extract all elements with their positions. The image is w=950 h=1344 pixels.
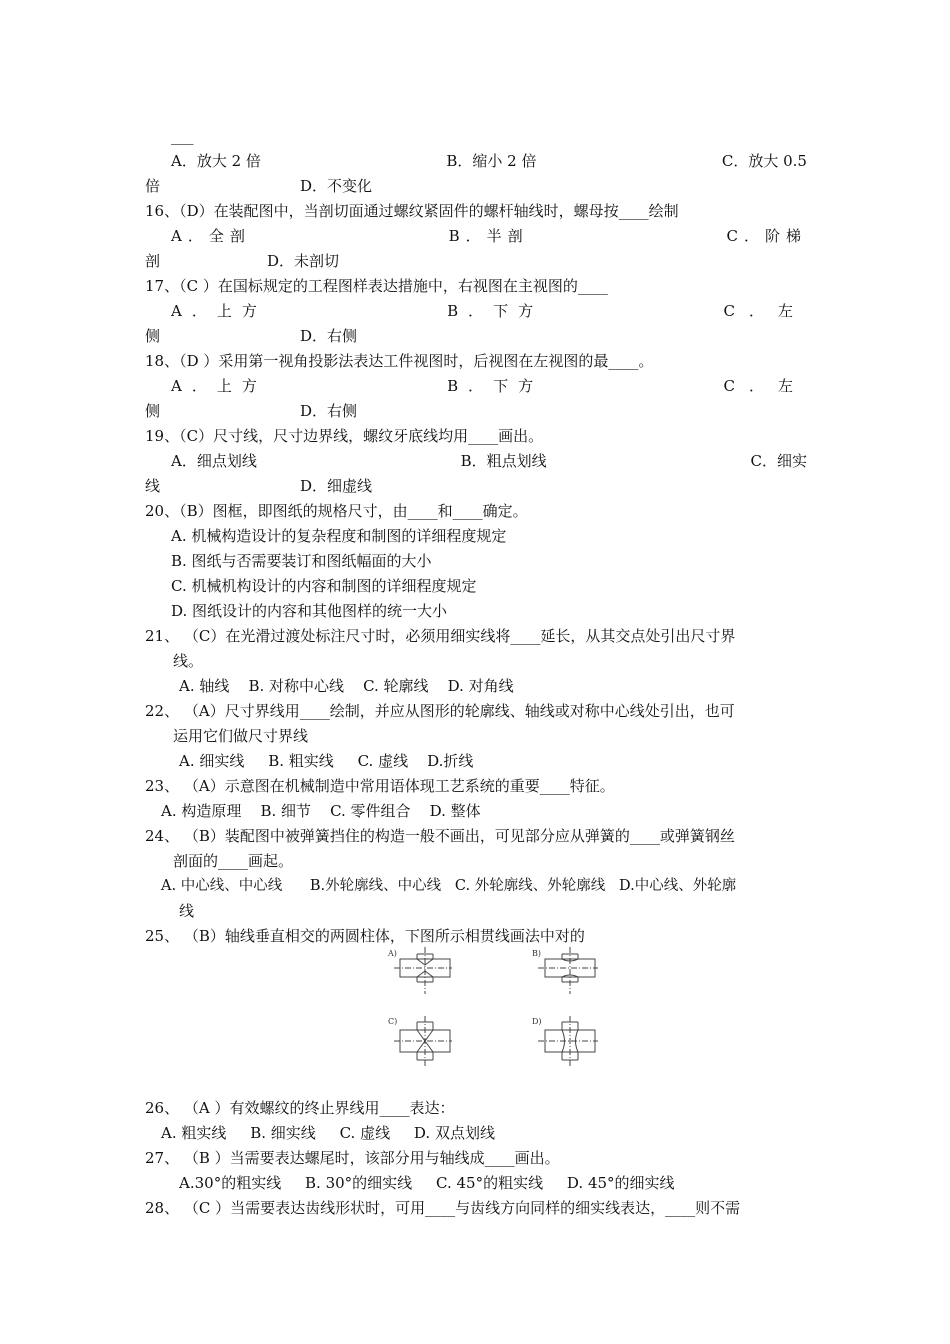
question-16: 16、（D）在装配图中，当剖切面通过螺纹紧固件的螺杆轴线时，螺母按____绘制 (145, 202, 679, 220)
question-18: 18、（D ）采用第一视角投影法表达工件视图时，后视图在左视图的最____。 (145, 352, 654, 370)
option-b: B．粗点划线 (460, 452, 547, 470)
question-20: 20、（B）图框，即图纸的规格尺寸，由____和____确定。 (145, 502, 528, 520)
options-24: A. 中心线、中心线 B.外轮廓线、中心线 C. 外轮廓线、外轮廓线 D.中心线、外轮廓 (161, 878, 737, 894)
question-24-wrap: 剖面的____画起。 (173, 852, 294, 870)
option-c-wrap: 剖 (145, 252, 161, 270)
option-a: A. 机械构造设计的复杂程度和制图的详细程度规定 (171, 527, 507, 545)
option-row (145, 374, 807, 399)
option-a: A．上方 (171, 302, 267, 320)
question-26: 26、 （A ）有效螺纹的终止界线用____表达： (145, 1099, 455, 1117)
option-a: A．上方 (171, 377, 267, 395)
question-22-wrap: 运用它们做尺寸界线 (173, 727, 309, 745)
options-27: A.30°的粗实线 B. 30°的细实线 C. 45°的粗实线 D. 45°的细实线 (179, 1174, 675, 1192)
figure-label-d: D) (532, 1017, 542, 1026)
option-a: A．全剖 (171, 227, 251, 245)
blank-line: ___ (171, 127, 194, 145)
option-c: C．左 (723, 377, 807, 395)
figure-option-a (394, 947, 452, 994)
option-row-wrap (145, 174, 807, 199)
option-b: B．半剖 (448, 227, 529, 245)
option-row-wrap (145, 474, 807, 499)
option-row-wrap (145, 399, 807, 424)
options-23: A. 构造原理 B. 细节 C. 零件组合 D. 整体 (161, 802, 481, 820)
figure-option-d (538, 1016, 598, 1066)
option-d: D．不变化 (300, 177, 373, 195)
question-21: 21、 （C）在光滑过渡处标注尺寸时，必须用细实线将____延长，从其交点处引出尺寸界 (145, 627, 736, 645)
figure-option-c (394, 1016, 452, 1066)
option-d: D．右侧 (300, 327, 358, 345)
options-22: A. 细实线 B. 粗实线 C. 虚线 D.折线 (179, 752, 474, 770)
option-b: B. 图纸与否需要装订和图纸幅面的大小 (171, 552, 432, 570)
intersection-diagram (380, 944, 620, 1074)
option-row-wrap (145, 324, 807, 349)
figure-label-a: A) (388, 949, 397, 958)
question-25: 25、 （B）轴线垂直相交的两圆柱体，下图所示相贯线画法中对的 (145, 927, 585, 945)
question-24: 24、 （B）装配图中被弹簧挡住的构造一般不画出，可见部分应从弹簧的____或弹簧钢丝 (145, 827, 735, 845)
option-d: D．右侧 (300, 402, 358, 420)
option-c-wrap: 侧 (145, 327, 161, 345)
options-26: A. 粗实线 B. 细实线 C. 虚线 D. 双点划线 (161, 1124, 495, 1142)
figure-option-b (538, 947, 598, 994)
option-row (145, 299, 807, 324)
figure-label-b: B) (532, 949, 541, 958)
option-c-wrap: 倍 (145, 177, 161, 195)
option-d: D. 图纸设计的内容和其他图样的统一大小 (171, 602, 448, 620)
option-c-wrap: 侧 (145, 402, 161, 420)
option-b: B．下方 (447, 302, 544, 320)
option-b: B．下方 (447, 377, 544, 395)
figure-label-c: C) (388, 1017, 398, 1026)
option-b: B．缩小 2 倍 (446, 152, 537, 170)
option-d: D．未剖切 (267, 252, 340, 270)
options-21: A. 轴线 B. 对称中心线 C. 轮廓线 D. 对角线 (179, 677, 514, 695)
option-row-wrap (145, 249, 807, 274)
question-28: 28、 （C ）当需要表达齿线形状时，可用____与齿线方向同样的细实线表达，____则不需 (145, 1199, 741, 1217)
option-row (145, 224, 807, 249)
option-c: C．细实 (750, 452, 807, 470)
question-23: 23、 （A）示意图在机械制造中常用语体现工艺系统的重要____特征。 (145, 777, 615, 795)
option-c: C. 机械机构设计的内容和制图的详细程度规定 (171, 577, 477, 595)
question-19: 19、（C）尺寸线，尺寸边界线，螺纹牙底线均用____画出。 (145, 427, 544, 445)
option-c: C．阶梯 (726, 227, 807, 245)
question-27: 27、 （B ）当需要表达螺尾时，该部分用与轴线成____画出。 (145, 1149, 560, 1167)
options-24-wrap: 线 (179, 902, 195, 920)
option-row (145, 449, 807, 474)
question-17: 17、（C ）在国标规定的工程图样表达措施中，右视图在主视图的____ (145, 277, 608, 295)
option-c: C．左 (723, 302, 807, 320)
option-row (145, 149, 807, 174)
question-22: 22、 （A）尺寸界线用____绘制，并应从图形的轮廓线、轴线或对称中心线处引出，也可 (145, 702, 735, 720)
option-c: C．放大 0.5 (721, 152, 807, 170)
option-a: A．放大 2 倍 (171, 152, 261, 170)
option-c-wrap: 线 (145, 477, 161, 495)
question-21-wrap: 线。 (173, 652, 204, 670)
option-d: D．细虚线 (300, 477, 373, 495)
intersection-figure (380, 944, 620, 1074)
option-a: A．细点划线 (171, 452, 257, 470)
